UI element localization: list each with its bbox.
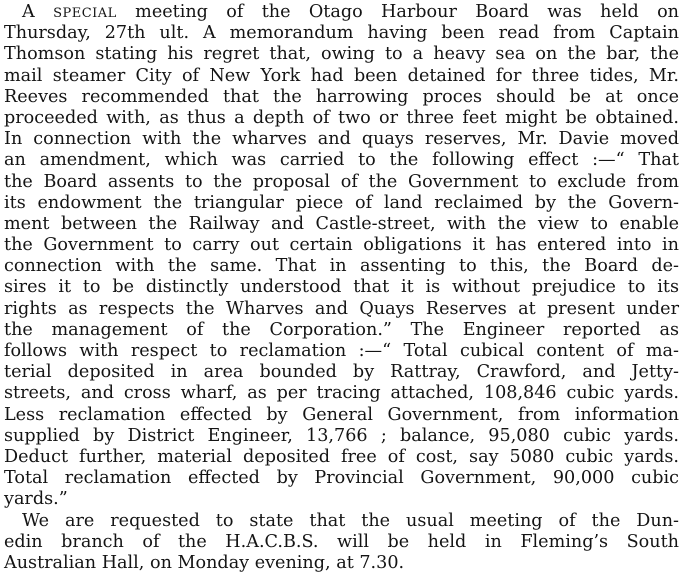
text-line: yards.” — [4, 489, 68, 510]
hacbs-notice-paragraph — [4, 511, 679, 575]
lead-word: A — [22, 2, 35, 22]
text-line: the Government to carry out certain obligations it has entered into in — [4, 235, 679, 256]
text-line: terial deposited in area bounded by Rattray, Crawford, and Jetty- — [4, 362, 679, 383]
text-line — [4, 2, 679, 23]
text-line: streets, and cross wharf, as per tracing attached, 108,846 cubic yards. — [4, 383, 679, 404]
harbour-board-paragraph — [4, 2, 679, 511]
text-line: sires it to be distinctly understood that it is without prejudice to its — [4, 277, 679, 298]
text-line: Deduct further, material deposited free of cost, say 5080 cubic yards. — [4, 446, 679, 467]
text-line: mail steamer City of New York had been detained for three tides, Mr. — [4, 65, 679, 86]
text-line: the Board assents to the proposal of the Government to exclude from — [4, 171, 679, 192]
text-line: edin branch of the H.A.C.B.S. will be held in Fleming’s South — [4, 531, 679, 552]
text-line: Reeves recommended that the harrowing proces should be at once — [4, 86, 679, 107]
text-line: Australian Hall, on Monday evening, at 7.30. — [4, 552, 405, 573]
text-line: connection with the same. That in assenting to this, the Board de- — [4, 256, 679, 277]
text-line: the management of the Corporation.” The Engineer reported as — [4, 319, 679, 340]
text-line: Thomson stating his regret that, owing to a heavy sea on the bar, the — [4, 44, 679, 65]
text-line: In connection with the wharves and quays reserves, Mr. Davie moved — [4, 129, 679, 150]
lead-smallcaps: SPECIAL — [53, 6, 117, 21]
text-line: We are requested to state that the usual meeting of the Dun- — [22, 510, 679, 531]
text-line: Thursday, 27th ult. A memorandum having been read from Captain — [4, 23, 679, 44]
text-line: an amendment, which was carried to the following effect :—“ That — [4, 150, 679, 171]
first-line-rest: meeting of the Otago Harbour Board was held on — [116, 2, 680, 22]
text-line: Less reclamation effected by General Government, from information — [4, 404, 679, 425]
text-line: rights as respects the Wharves and Quays Reserves at present under — [4, 298, 679, 319]
text-line: supplied by District Engineer, 13,766 ; balance, 95,080 cubic yards. — [4, 425, 679, 446]
text-line: ment between the Railway and Castle-street, with the view to enable — [4, 213, 679, 234]
text-line: Total reclamation effected by Provincial Government, 90,000 cubic — [4, 468, 679, 489]
text-line: its endowment the triangular piece of land reclaimed by the Govern- — [4, 192, 679, 213]
text-line: follows with respect to reclamation :—“ Total cubical content of ma- — [4, 341, 679, 361]
text-line: proceeded with, as thus a depth of two or three feet might be obtained. — [4, 107, 679, 128]
